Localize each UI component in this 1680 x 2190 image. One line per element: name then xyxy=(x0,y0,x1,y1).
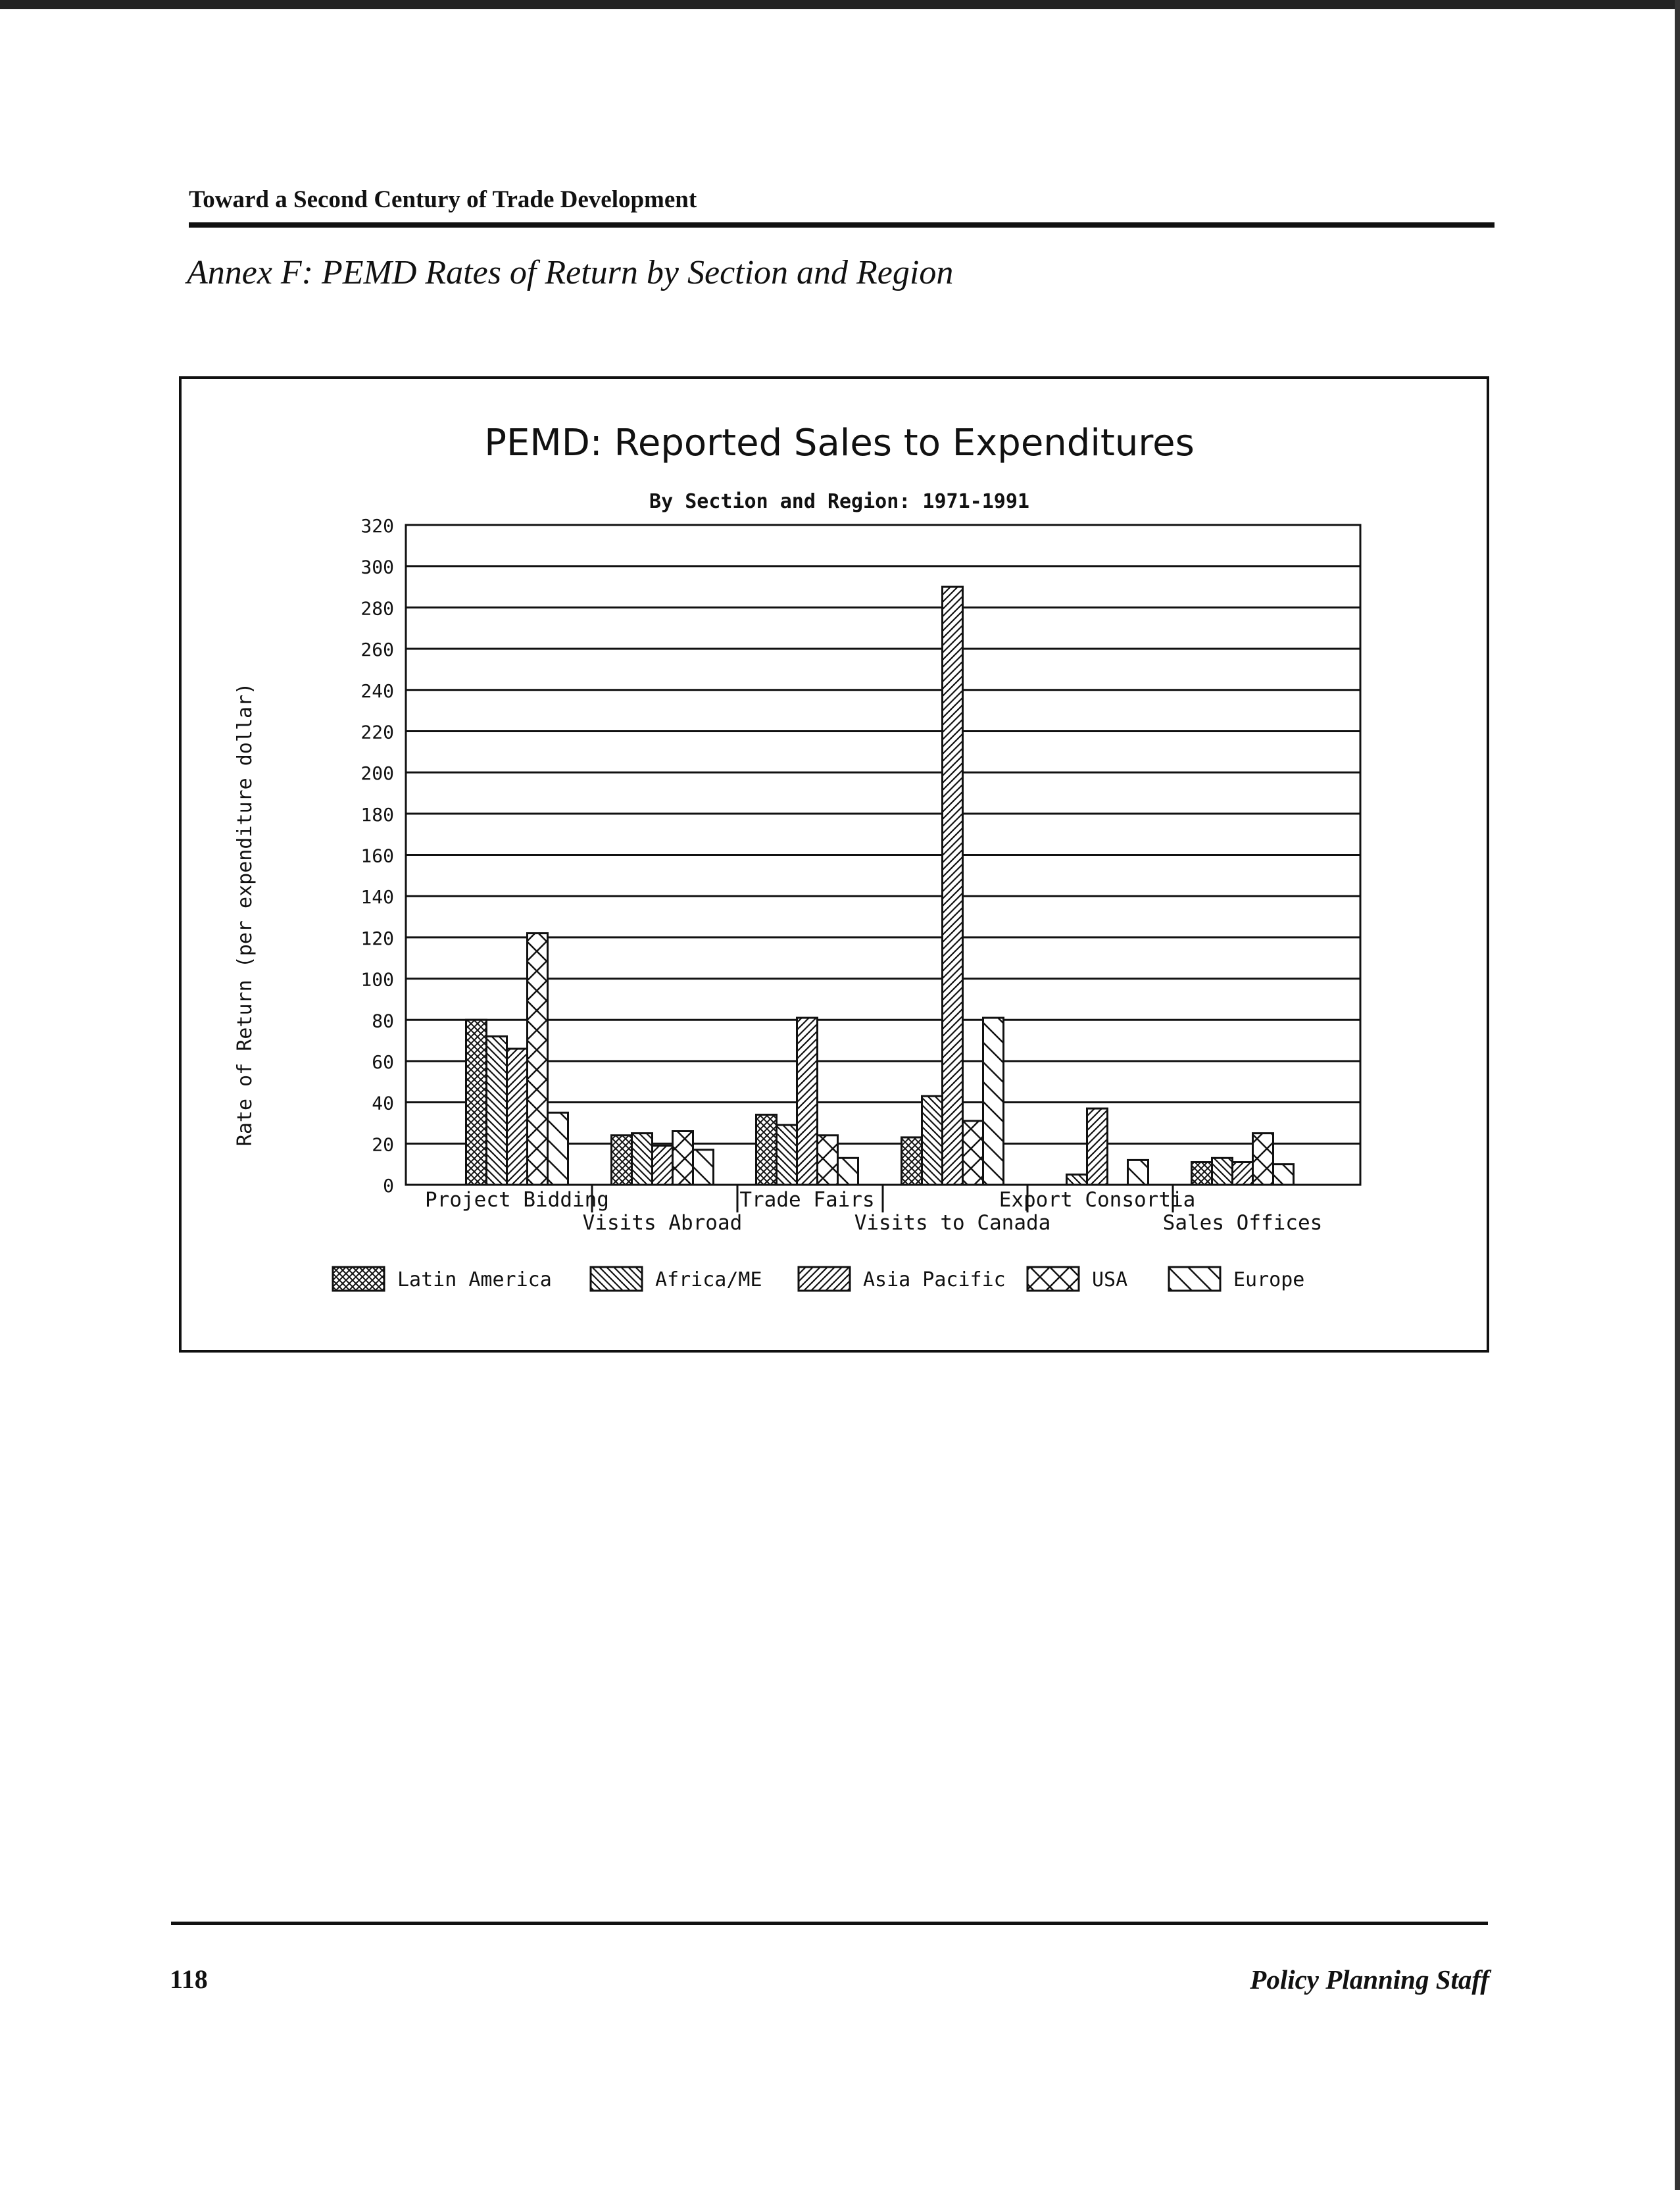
bar xyxy=(507,1049,528,1185)
legend-label: Asia Pacific xyxy=(863,1268,1006,1291)
chart-svg xyxy=(182,379,1487,1350)
footer-label: Policy Planning Staff xyxy=(1250,1964,1489,1995)
bar xyxy=(818,1135,838,1185)
legend-label: USA xyxy=(1092,1268,1128,1291)
page-number: 118 xyxy=(170,1964,208,1994)
legend-swatch xyxy=(591,1267,642,1291)
bar xyxy=(548,1112,568,1185)
x-category-label: Project Bidding xyxy=(425,1188,609,1212)
bar xyxy=(1128,1160,1149,1185)
y-tick-label: 300 xyxy=(360,556,394,578)
legend xyxy=(333,1267,1304,1291)
bar xyxy=(797,1018,818,1185)
legend-label: Europe xyxy=(1233,1268,1305,1291)
bar xyxy=(466,1020,487,1185)
bar xyxy=(943,587,963,1185)
x-category-label: Sales Offices xyxy=(1162,1211,1323,1235)
bar xyxy=(1253,1133,1273,1185)
bar xyxy=(1212,1158,1233,1185)
bar xyxy=(673,1132,693,1185)
y-tick-label: 100 xyxy=(360,968,394,991)
x-category-label: Visits Abroad xyxy=(582,1211,743,1235)
bar xyxy=(922,1096,943,1185)
scan-top-edge xyxy=(0,0,1680,9)
bar xyxy=(612,1135,632,1185)
y-tick-label: 20 xyxy=(372,1133,394,1156)
legend-swatch xyxy=(333,1267,384,1291)
y-tick-label: 0 xyxy=(383,1175,394,1197)
y-tick-label: 120 xyxy=(360,927,394,949)
footer-rule xyxy=(171,1922,1488,1925)
bar xyxy=(632,1133,653,1185)
bar xyxy=(1087,1108,1108,1185)
y-tick-label: 240 xyxy=(360,680,394,702)
header-rule xyxy=(189,222,1495,228)
y-axis-label: Rate of Return (per expenditure dollar) xyxy=(234,682,257,1147)
legend-label: Latin America xyxy=(397,1268,552,1291)
running-head: Toward a Second Century of Trade Development xyxy=(189,186,697,213)
bar xyxy=(693,1150,714,1185)
y-tick-label: 220 xyxy=(360,721,394,743)
chart-subtitle: By Section and Region: 1971-1991 xyxy=(649,490,1029,513)
bar xyxy=(1233,1162,1253,1185)
bar xyxy=(756,1114,777,1185)
bars xyxy=(466,587,1294,1185)
bar xyxy=(487,1036,507,1185)
chart-frame xyxy=(179,376,1489,1353)
bar xyxy=(902,1137,922,1185)
legend-swatch xyxy=(1027,1267,1079,1291)
y-tick-label: 260 xyxy=(360,639,394,661)
y-tick-labels xyxy=(360,515,394,1197)
y-tick-label: 160 xyxy=(360,845,394,867)
bar xyxy=(777,1125,797,1185)
grid-lines xyxy=(406,525,1360,1185)
scan-right-edge xyxy=(1675,0,1680,2190)
y-tick-label: 180 xyxy=(360,803,394,826)
bar xyxy=(838,1158,858,1185)
legend-label: Africa/ME xyxy=(655,1268,762,1291)
bar xyxy=(983,1018,1004,1185)
y-tick-label: 60 xyxy=(372,1051,394,1073)
x-category-label: Visits to Canada xyxy=(854,1211,1051,1235)
legend-swatch xyxy=(1169,1267,1220,1291)
x-category-label: Trade Fairs xyxy=(739,1188,875,1212)
y-tick-label: 200 xyxy=(360,762,394,785)
bar xyxy=(963,1121,983,1185)
legend-swatch xyxy=(799,1267,850,1291)
bar xyxy=(1273,1164,1294,1185)
bar xyxy=(1192,1162,1212,1185)
y-tick-label: 80 xyxy=(372,1010,394,1032)
x-category-labels xyxy=(425,1185,1322,1235)
y-tick-label: 40 xyxy=(372,1092,394,1114)
y-tick-label: 140 xyxy=(360,886,394,908)
annex-title: Annex F: PEMD Rates of Return by Section and Region xyxy=(187,254,954,291)
y-tick-label: 320 xyxy=(360,515,394,537)
x-category-label: Export Consortia xyxy=(999,1188,1196,1212)
bar xyxy=(653,1145,673,1185)
bar xyxy=(528,933,548,1185)
chart-title: PEMD: Reported Sales to Expenditures xyxy=(484,422,1195,464)
bar xyxy=(1067,1174,1087,1185)
y-tick-label: 280 xyxy=(360,597,394,620)
